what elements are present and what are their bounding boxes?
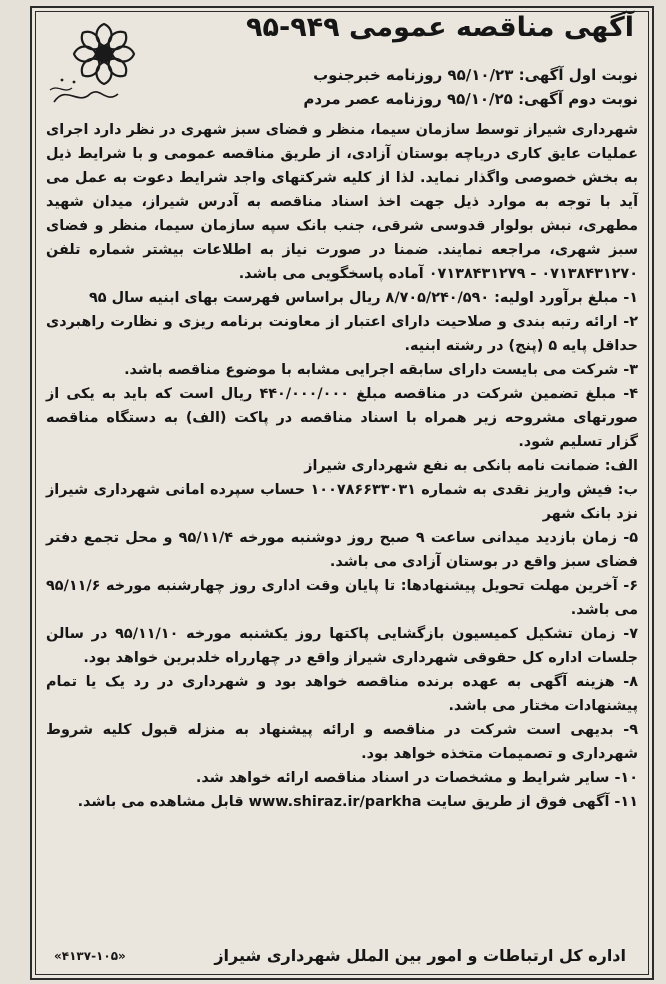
- item-1: ۱- مبلغ برآورد اولیه: ۸/۷۰۵/۲۴۰/۵۹۰ ریال براساس فهرست بهای ابنیه سال ۹۵: [89, 290, 638, 306]
- ad-header: [40, 10, 644, 118]
- ad-content: [40, 10, 644, 976]
- item-3: ۳- شرکت می بایست دارای سابقه اجرایی مشابه با موضوع مناقصه باشد.: [124, 362, 638, 378]
- item-4-option-b: ب: فیش واریز نقدی به شماره ۱۰۰۷۸۶۶۳۳۰۳۱ حساب سپرده امانی شهرداری شیراز نزد بانک شهر: [46, 482, 638, 522]
- second-notice: نوبت دوم آگهی: ۹۵/۱۰/۲۵ روزنامه عصر مردم: [303, 90, 638, 108]
- item-11: [46, 790, 638, 814]
- shiraz-municipality-logo-icon: [44, 14, 148, 112]
- item-5: ۵- زمان بازدید میدانی ساعت ۹ صبح روز دوشنبه مورخه ۹۵/۱۱/۴ و محل تجمع دفتر فضای سبز واقع در بوستان آزادی می باشد.: [46, 530, 638, 570]
- first-notice: نوبت اول آگهی: ۹۵/۱۰/۲۳ روزنامه خبرجنوب: [313, 66, 638, 84]
- item-10: ۱۰- سایر شرایط و مشخصات در اسناد مناقصه ارائه خواهد شد.: [195, 770, 638, 786]
- ad-footer: [40, 944, 644, 972]
- ad-frame: [30, 6, 654, 980]
- footer-organization: اداره کل ارتباطات و امور بین الملل شهرداری شیراز: [214, 946, 626, 965]
- item-9: ۹- بدیهی است شرکت در مناقصه و ارائه پیشنهاد به منزله قبول کلیه شروط شهرداری و تصمیمات متخذه خواهد بود.: [46, 722, 638, 762]
- website-link[interactable]: www.shiraz.ir/parkha: [248, 794, 422, 810]
- footer-code: «۴۱۳۷-۱۰۵»: [54, 949, 126, 963]
- item-8: ۸- هزینه آگهی به عهده برنده مناقصه خواهد بود و شهرداری در رد یک یا تمام پیشنهادات مختار می باشد.: [46, 674, 638, 714]
- item-11-suffix: قابل مشاهده می باشد.: [77, 794, 244, 810]
- intro-paragraph: شهرداری شیراز توسط سازمان سیما، منظر و فضای سبز شهری در نظر دارد اجرای عملیات عایق کاری دریاچه بوستان آزادی، از طریق مناقصه عمومی و با شرایط ذیل به بخش خصوصی واگذار نماید. لذا از کلیه شرکتهای واجد شرایط دعوت به عمل می آید با توجه به موارد ذیل جهت اخذ اسناد مناقصه به آدرس شیراز، میدان شهید مطهری، نبش بولوار قدوسی شرقی، جنب بانک سپه سازمان سیما، منظر و فضای سبز شهری، مراجعه نمایند. ضمنا در صورت نیاز به اطلاعات بیشتر شماره تلفن ۰۷۱۳۸۴۳۱۲۷۰ - ۰۷۱۳۸۴۳۱۲۷۹ آماده پاسخگویی می باشد.: [46, 122, 638, 282]
- item-4-option-a: الف: ضمانت نامه بانکی به نفع شهرداری شیراز: [304, 458, 638, 474]
- item-2: ۲- ارائه رتبه بندی و صلاحیت دارای اعتبار از معاونت برنامه ریزی و نظارت راهبردی حداقل پایه ۵ (پنج) در رشته ابنیه.: [46, 314, 638, 354]
- item-11-prefix: ۱۱- آگهی فوق از طریق سایت: [426, 794, 638, 810]
- ad-title: آگهی مناقصه عمومی ۹۴۹-۹۵: [246, 12, 634, 43]
- item-6: ۶- آخرین مهلت تحویل پیشنهادها: تا پایان وقت اداری روز چهارشنبه مورخه ۹۵/۱۱/۶ می باشد.: [46, 578, 638, 618]
- item-4: ۴- مبلغ تضمین شرکت در مناقصه مبلغ ۴۴۰/۰۰۰/۰۰۰ ریال است که باید به یکی از صورتهای مشروحه زیر همراه با اسناد مناقصه در پاکت (الف) به دستگاه مناقصه گزار تسلیم شود.: [46, 386, 638, 450]
- item-7: ۷- زمان تشکیل کمیسیون بازگشایی پاکتها روز یکشنبه مورخه ۹۵/۱۱/۱۰ در سالن جلسات اداره کل حقوقی شهرداری شیراز واقع در چهارراه خلدبرین خواهد بود.: [46, 626, 638, 666]
- ad-body: [40, 118, 644, 814]
- logo-graphic: [44, 14, 148, 112]
